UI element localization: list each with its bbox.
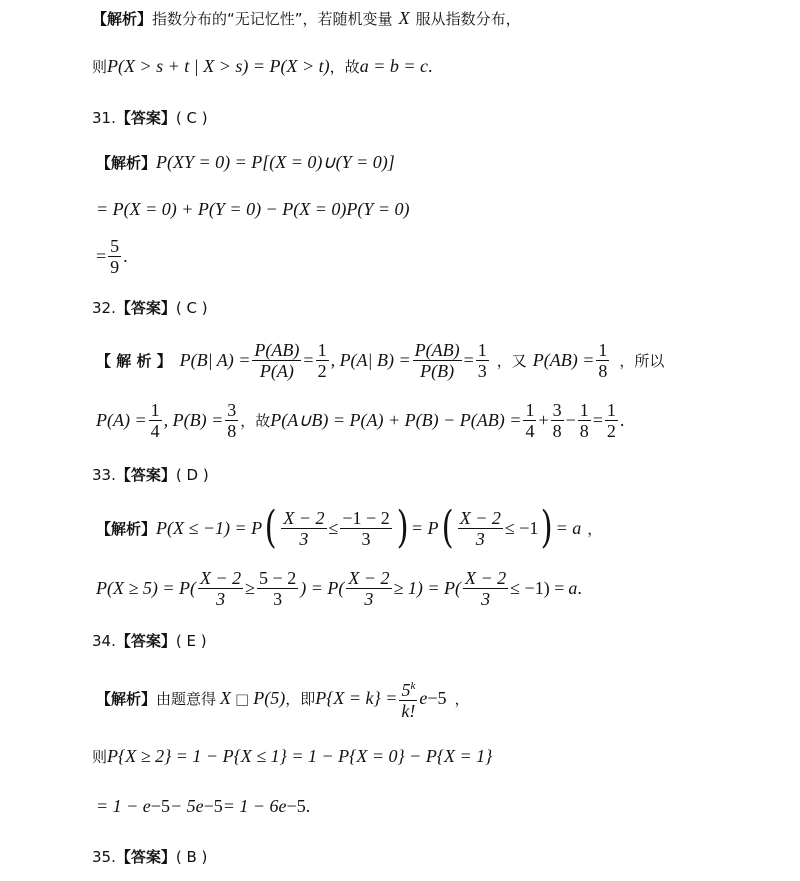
base: 5: [401, 680, 411, 700]
numerator: [399, 676, 417, 700]
formula: ≤ −1: [504, 517, 539, 538]
fraction: [198, 568, 243, 609]
formula: P(5): [253, 688, 286, 708]
answer-choice: ( E ): [175, 631, 207, 650]
question-number: 35.: [92, 847, 116, 866]
period: .: [305, 796, 311, 816]
numerator: 1: [598, 340, 608, 360]
numerator: 1: [606, 400, 616, 420]
fraction: [476, 340, 489, 381]
fraction: [463, 568, 508, 609]
q34-analysis-3: [96, 796, 310, 817]
analysis-tag: 【解析】: [96, 154, 157, 172]
comma: ，: [587, 519, 603, 538]
numerator: P(AB): [254, 340, 300, 360]
numerator: 1: [477, 340, 487, 360]
text: ，所以: [619, 352, 665, 370]
left-paren: (: [441, 502, 454, 553]
var-x: X: [398, 8, 410, 28]
q31-analysis-1: [96, 152, 395, 173]
text: ，即: [285, 690, 316, 708]
denominator: 4: [525, 421, 535, 441]
analysis-line-1: [92, 8, 521, 29]
denominator: 3: [475, 528, 485, 549]
question-number: 33.: [92, 465, 116, 484]
answer-choice: ( B ): [175, 847, 208, 866]
fraction: [551, 400, 564, 441]
fraction: [257, 568, 298, 609]
question-32-header: [92, 297, 208, 318]
period: .: [619, 410, 625, 430]
fraction: [399, 676, 417, 721]
numerator: P(AB): [414, 340, 460, 360]
question-33-header: [92, 464, 209, 485]
question-31-header: [92, 107, 208, 128]
fraction: [578, 400, 591, 441]
formula: = P(X = 0) + P(Y = 0) − P(X = 0)P(Y = 0): [96, 199, 410, 219]
superscript: −5: [203, 796, 223, 816]
var-x: X: [220, 688, 232, 708]
q34-analysis-2: [92, 746, 492, 767]
formula: P(X ≥ 5) = P(: [96, 578, 196, 598]
q34-analysis-1: [96, 676, 470, 721]
right-paren: ): [540, 502, 553, 553]
question-35-header: [92, 846, 207, 867]
superscript: −5: [427, 688, 447, 708]
plus: +: [538, 410, 549, 430]
var-e: e: [419, 688, 428, 708]
denominator: 3: [477, 361, 487, 381]
formula: P(X ≤ −1) = P: [156, 517, 263, 538]
numerator: X − 2: [459, 507, 501, 528]
formula: P(XY = 0) = P[(X = 0)∪(Y = 0)]: [156, 152, 395, 172]
denominator: 2: [317, 361, 327, 381]
numerator: 3: [227, 400, 237, 420]
denominator: P(B): [420, 361, 455, 381]
numerator: X − 2: [283, 507, 325, 528]
formula: , P(B) =: [163, 410, 224, 430]
q32-analysis-2: [96, 400, 624, 441]
formula: a = b = c: [359, 56, 428, 76]
formula: = P: [410, 517, 439, 538]
numerator: 1: [317, 340, 327, 360]
numerator: 5 − 2: [259, 568, 297, 588]
fraction: [108, 236, 121, 277]
analysis-tag: 【解析】: [92, 10, 153, 28]
fraction: [149, 400, 162, 441]
right-paren: ): [396, 502, 409, 553]
equals: =: [592, 410, 603, 430]
period: .: [427, 56, 433, 76]
fraction: [523, 400, 536, 441]
fraction: [225, 400, 238, 441]
analysis-tag: 【 解 析 】: [96, 352, 172, 370]
formula: P{X = k} =: [315, 688, 398, 708]
left-paren: (: [264, 502, 277, 553]
formula: = 1 − e: [96, 796, 151, 816]
superscript: −5: [150, 796, 170, 816]
denominator: 8: [552, 421, 562, 441]
missing-glyph: □: [235, 689, 250, 708]
equals: =: [303, 350, 314, 370]
answer-tag: 【答案】: [115, 109, 176, 127]
question-number: 31.: [92, 108, 116, 127]
numerator: −1 − 2: [342, 507, 390, 528]
question-34-header: [92, 630, 207, 651]
denominator: 4: [150, 421, 160, 441]
analysis-tag: 【解析】: [96, 690, 157, 708]
denominator: 3: [361, 528, 371, 549]
fraction: [252, 340, 301, 381]
fraction: [596, 340, 609, 381]
denominator: 8: [598, 361, 608, 381]
q33-analysis-1: [96, 502, 603, 553]
formula: P{X ≥ 2} = 1 − P{X ≤ 1} = 1 − P{X = 0} − P{X = 1}: [107, 746, 493, 766]
numerator: 1: [525, 400, 535, 420]
numerator: X − 2: [200, 568, 242, 588]
q31-analysis-2: [96, 199, 409, 220]
numerator: 1: [150, 400, 160, 420]
formula: P(X > s + t | X > s) = P(X > t): [107, 56, 330, 76]
numerator: 1: [579, 400, 589, 420]
formula: , P(A| B) =: [330, 350, 411, 370]
text: 服从指数分布，: [415, 10, 521, 28]
numerator: X − 2: [465, 568, 507, 588]
answer-tag: 【答案】: [115, 632, 176, 650]
denominator: 2: [606, 421, 616, 441]
formula: P(B| A) =: [179, 350, 251, 370]
fraction: [316, 340, 329, 381]
denominator: k!: [401, 701, 416, 721]
denominator: 8: [227, 421, 237, 441]
q31-analysis-3: [96, 236, 128, 277]
question-number: 32.: [92, 298, 116, 317]
formula: ≥ 1) = P(: [393, 578, 462, 598]
fraction: [346, 568, 391, 609]
analysis-tag: 【解析】: [96, 519, 157, 538]
text: 由题意得: [156, 690, 217, 708]
fraction: [605, 400, 618, 441]
equals: =: [96, 246, 107, 266]
formula: P(A) =: [96, 410, 147, 430]
formula: P(A∪B) = P(A) + P(B) − P(AB) =: [270, 410, 522, 430]
var-a: a: [568, 578, 578, 598]
formula: ≤ −1) =: [510, 578, 565, 598]
denominator: 3: [481, 589, 491, 609]
text: ，故: [240, 412, 271, 430]
formula: − 5e: [169, 796, 204, 816]
answer-tag: 【答案】: [115, 848, 176, 866]
numerator: 5: [110, 236, 120, 256]
period: .: [123, 246, 128, 266]
equals: =: [463, 350, 474, 370]
answer-choice: ( C ): [175, 298, 208, 317]
denominator: 3: [216, 589, 226, 609]
text: ，又: [496, 352, 527, 370]
q32-analysis-1: [96, 340, 664, 381]
fraction: [340, 508, 391, 549]
superscript: k: [410, 680, 416, 692]
denominator: P(A): [259, 361, 294, 381]
numerator: X − 2: [348, 568, 390, 588]
denominator: 3: [273, 589, 283, 609]
question-number: 34.: [92, 631, 116, 650]
numerator: 3: [552, 400, 562, 420]
answer-choice: ( C ): [175, 108, 208, 127]
fraction: [458, 508, 503, 549]
text: 指数分布的“无记忆性”，若随机变量: [152, 10, 393, 28]
answer-tag: 【答案】: [115, 299, 176, 317]
answer-choice: ( D ): [175, 465, 209, 484]
superscript: −5: [286, 796, 306, 816]
text: ，故: [329, 58, 360, 76]
leq: ≤: [328, 517, 339, 538]
comma: ，: [454, 690, 470, 708]
answer-tag: 【答案】: [115, 466, 176, 484]
minus: −: [565, 410, 576, 430]
q33-analysis-2: [96, 568, 582, 609]
text: 则: [92, 58, 108, 76]
period: .: [577, 578, 582, 598]
formula: = 1 − 6e: [222, 796, 287, 816]
denominator: 3: [364, 589, 374, 609]
denominator: 8: [579, 421, 589, 441]
text: 则: [92, 748, 108, 766]
fraction: [281, 508, 326, 549]
denominator: 3: [299, 528, 309, 549]
analysis-line-2: [92, 56, 432, 77]
geq: ≥: [245, 578, 256, 598]
formula: P(AB) =: [532, 350, 595, 370]
denominator: 9: [110, 257, 120, 277]
fraction: [413, 340, 462, 381]
formula: ) = P(: [300, 578, 345, 598]
formula: = a: [555, 517, 582, 538]
